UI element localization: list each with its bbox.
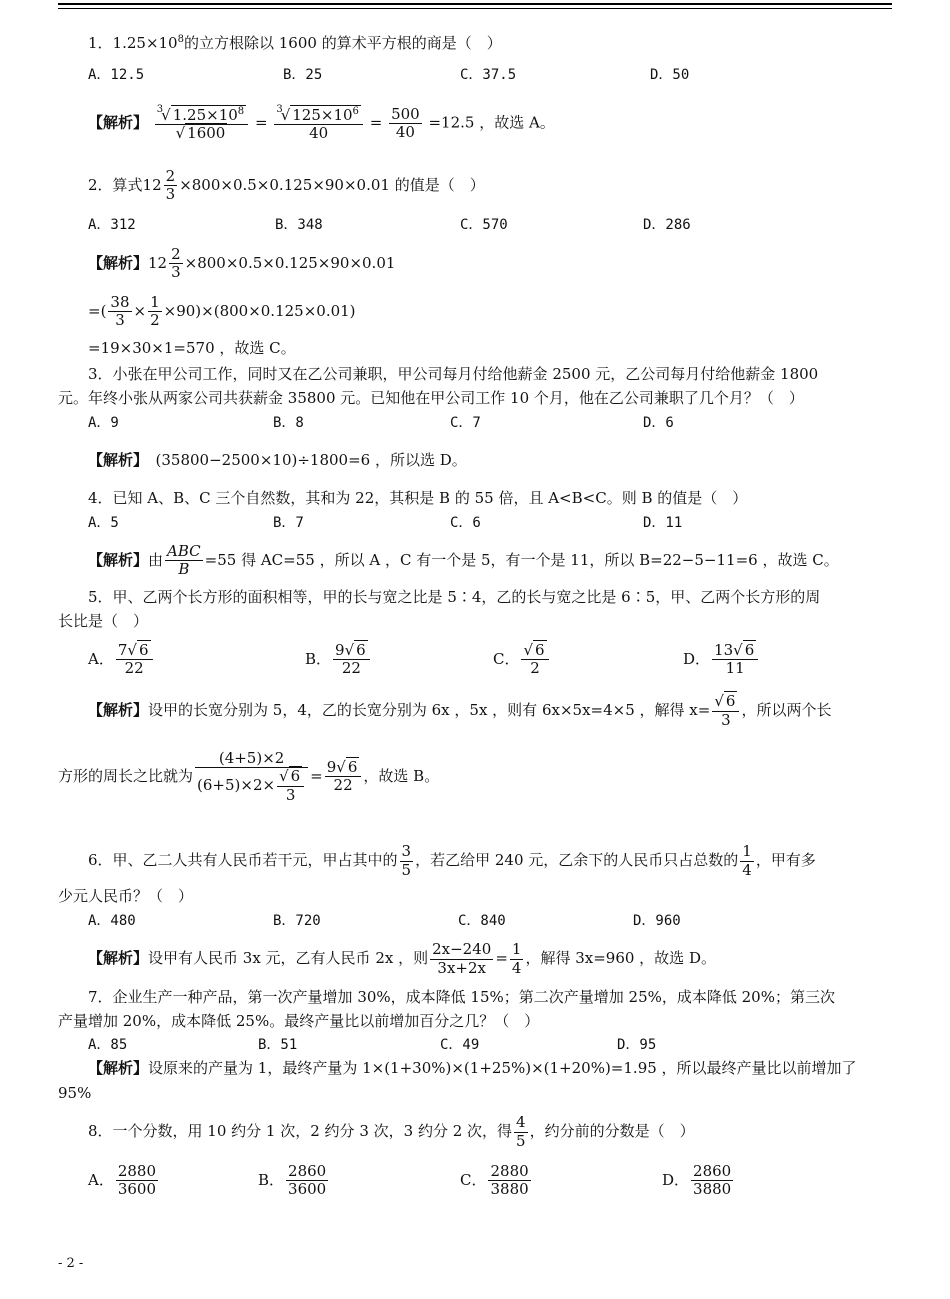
- q2-l2-frac-1: [108, 294, 131, 330]
- q1-f2-den: 40: [309, 124, 329, 143]
- q1-frac-2: $\frac{^3√ 125\times 10^6}{40}$: [274, 104, 363, 143]
- q2-l2-c: ×90)×(800×0.125×0.01): [163, 301, 356, 320]
- q7-stem-line-2: 产量增加 20%，成本降低 25%。最终产量比以前增加百分之几？（ ）: [58, 1012, 540, 1030]
- header-rule-thick: [58, 3, 892, 5]
- q1-analysis-tail: =12.5 ，故选 A。: [428, 113, 555, 132]
- q1-f2-exp: 6: [352, 106, 359, 117]
- q2-l2-f2-den: 2: [150, 311, 160, 330]
- q7-option-a: A．85: [88, 1037, 128, 1053]
- q2-option-a: A．312: [88, 217, 136, 233]
- q5-option-a: A． $\frac{7√ 6}{22}$: [88, 642, 155, 678]
- q6-stem-line-2: 少元人民币？（ ）: [58, 887, 194, 905]
- q8-stem: [88, 1113, 695, 1150]
- q1-cube-index-1: 3: [156, 104, 164, 115]
- q2-analysis-line-2: [88, 294, 356, 330]
- q2-mixed-num: 2: [165, 167, 176, 185]
- q1-option-a: A．12.5: [88, 67, 145, 83]
- q4-frac-num: ABC: [167, 542, 201, 560]
- q6-analysis-frac-1: $\frac{2x-240}{3x+2x}$: [432, 940, 492, 977]
- q1-stem-b: 的立方根除以 1600 的算术平方根的商是（ ）: [183, 34, 502, 52]
- q1-f2-num: 125×10: [292, 106, 353, 124]
- q3-analysis: [88, 450, 467, 470]
- q1-frac-1: $\frac{^3√ 1.25\times 10^8}{√ 1600}$: [155, 104, 248, 143]
- q2-mixed-den: 3: [165, 185, 176, 204]
- header-rule-thin: [58, 8, 892, 9]
- q6-analysis-s3: ，解得 3x=960 ，故选 D。: [525, 949, 716, 967]
- q4-option-b: B．7: [273, 515, 304, 531]
- q1-analysis: [88, 104, 555, 143]
- q5-stem-line-2: 长比是（ ）: [58, 612, 149, 630]
- q6-option-a: A．480: [88, 913, 136, 929]
- q8-stem-a: 8．一个分数，用 10 约分 1 次，2 约分 3 次，3 约分 2 次，得: [88, 1122, 513, 1140]
- q5-analysis-a: 设甲的长宽分别为 5，4，乙的长宽分别为 6x ，5x ，则有 6x×5x=4×5 ，解得 x=: [148, 701, 711, 719]
- q2-l2-frac-2: [148, 294, 162, 330]
- q4-stem: 4．已知 A、B、C 三个自然数，其和为 22，其积是 B 的 55 倍，且 A<B<C。则 B 的值是（ ）: [88, 489, 748, 507]
- q6-frac-1: $\frac{3}{5}$: [401, 842, 412, 879]
- q3-option-b: B．8: [273, 415, 304, 431]
- q1-f1-exp: 8: [237, 106, 245, 117]
- q7-option-d: D．95: [617, 1037, 657, 1053]
- q1-option-c: C．37.5: [460, 67, 517, 83]
- q2-a-whole: 12: [148, 253, 168, 272]
- q2-l2-f1-den: 3: [115, 311, 125, 330]
- q1-eq-1: =: [254, 113, 268, 132]
- q1-frac-3: [389, 106, 422, 142]
- q1-f3-den: 40: [395, 122, 415, 141]
- q6-analysis-s2: =: [495, 949, 508, 967]
- q5-analysis-line-1: [88, 692, 831, 729]
- q2-analysis-line-3: =19×30×1=570 ，故选 C。: [88, 339, 296, 357]
- q1-analysis-label: 【解析】: [88, 113, 149, 132]
- q5-big-frac: (4+5)×2 (6+5)×2× $\frac{√ 6}{3}$: [195, 750, 308, 804]
- q3-analysis-label: 【解析】: [88, 451, 141, 469]
- q8-option-a: A． $\frac{2880}{3600}$: [88, 1162, 157, 1199]
- q3-stem-line-1: 3．小张在甲公司工作，同时又在乙公司兼职，甲公司每月付给他薪金 2500 元，乙公司每月付给他薪金 1800: [88, 365, 819, 383]
- q2-a-den: 3: [171, 263, 181, 282]
- q2-analysis-line-1: [88, 246, 395, 282]
- q2-option-c: C．570: [460, 217, 508, 233]
- q7-stem-line-1: 7．企业生产一种产品，第一次产量增加 30%，成本降低 15%；第二次产量增加 25%，成本降低 20%；第三次: [88, 988, 835, 1006]
- page-number: - 2 -: [58, 1256, 84, 1271]
- q4-option-c: C．6: [450, 515, 481, 531]
- q1-f3-num: 500: [391, 104, 420, 123]
- q6-option-c: C．840: [458, 913, 506, 929]
- q4-analysis: [88, 543, 839, 579]
- q2-a-num: 2: [171, 245, 181, 263]
- q6-stem-line-1: [88, 843, 816, 879]
- q7-analysis-label: 【解析】: [88, 1059, 149, 1077]
- q6-analysis-label: 【解析】: [88, 949, 149, 967]
- q4-frac: [165, 543, 203, 579]
- q4-analysis-b: =55 得 AC=55 ，所以 A ，C 有一个是 5，有一个是 11，所以 B=22−5−11=6 ，故选 C。: [204, 550, 839, 569]
- q5-x-frac: $\frac{√ 6}{3}$: [712, 693, 739, 729]
- q2-option-d: D．286: [643, 217, 691, 233]
- q5-big-num: (4+5)×2: [195, 750, 308, 768]
- q7-option-b: B．51: [258, 1037, 298, 1053]
- q7-option-c: C．49: [440, 1037, 480, 1053]
- q2-a-frac: [169, 246, 183, 282]
- q3-analysis-text: (35800−2500×10)÷1800=6 ，所以选 D。: [140, 451, 467, 469]
- q1-stem-exp: 8: [177, 34, 184, 45]
- q8-option-b: B． $\frac{2860}{3600}$: [258, 1162, 327, 1199]
- q5-option-d: D． $\frac{13√ 6}{11}$: [683, 642, 760, 678]
- q5-result-frac: $\frac{9√ 6}{22}$: [325, 759, 362, 795]
- q4-option-d: D．11: [643, 515, 683, 531]
- q7-analysis-text: 设原来的产量为 1，最终产量为 1×(1+30%)×(1+25%)×(1+20%)=1.95 ，所以最终产量比以前增加了: [148, 1059, 857, 1077]
- q6-stem-a: 6．甲、乙二人共有人民币若干元，甲占其中的: [88, 851, 398, 869]
- q6-stem-c: ，甲有多: [755, 851, 816, 869]
- q2-l2-f1-num: 38: [110, 293, 130, 311]
- q2-l2-a: =(: [88, 301, 107, 320]
- q1-option-d: D．50: [650, 67, 690, 83]
- q3-option-a: A．9: [88, 415, 119, 431]
- q6-frac-2: $\frac{1}{4}$: [742, 842, 752, 879]
- q1-f1-den: 1600: [187, 124, 226, 143]
- q3-option-c: C．7: [450, 415, 481, 431]
- q2-l2-b: ×: [133, 301, 147, 320]
- q2-mixed-frac: [164, 168, 178, 204]
- q2-option-b: B．348: [275, 217, 323, 233]
- q7-analysis: [88, 1058, 857, 1078]
- q5-analysis-b: ，所以两个长: [741, 701, 832, 719]
- q8-option-d: D． $\frac{2860}{3880}$: [662, 1162, 732, 1199]
- q2-stem-b: ×800×0.5×0.125×90×0.01 的值是（ ）: [179, 175, 485, 194]
- q2-l2-f2-num: 1: [150, 293, 160, 311]
- q4-frac-den: B: [178, 560, 190, 579]
- q3-option-d: D．6: [643, 415, 674, 431]
- q2-analysis-label: 【解析】: [88, 253, 149, 272]
- q7-analysis-line-2: 95%: [58, 1084, 92, 1102]
- q3-stem-line-2: 元。年终小张从两家公司共获薪金 35800 元。已知他在甲公司工作 10 个月，他在乙公司兼职了几个月？（ ）: [58, 389, 804, 407]
- q6-analysis-frac-2: $\frac{1}{4}$: [511, 940, 522, 977]
- q5-option-c: C． $\frac{√ 6}{2}$: [493, 642, 551, 678]
- q6-analysis: [88, 940, 716, 977]
- q2-a-rest: ×800×0.5×0.125×90×0.01: [184, 253, 396, 272]
- q8-option-c: C． $\frac{2880}{3880}$: [460, 1162, 529, 1199]
- q1-stem: [88, 30, 502, 53]
- q1-f1-num: 1.25×10: [172, 106, 238, 124]
- q6-analysis-s1: 设甲有人民币 3x 元，乙有人民币 2x ，则: [148, 949, 429, 967]
- q2-stem-a: 2．算式: [88, 175, 143, 194]
- q1-stem-a: 1．1.25×10: [88, 34, 178, 52]
- q6-stem-b: ，若乙给甲 240 元，乙余下的人民币只占总数的: [415, 851, 739, 869]
- q4-option-a: A．5: [88, 515, 119, 531]
- q4-analysis-label: 【解析】: [88, 550, 149, 569]
- q1-option-b: B．25: [283, 67, 323, 83]
- q8-frac: $\frac{4}{5}$: [516, 1113, 526, 1150]
- q4-analysis-a: 由: [148, 550, 164, 569]
- q5-analysis-label: 【解析】: [88, 701, 149, 719]
- q5-option-b: B． $\frac{9√ 6}{22}$: [305, 642, 372, 678]
- q5-eq: =: [310, 766, 323, 785]
- q5-analysis-tail: ，故选 B。: [363, 766, 440, 785]
- q5-analysis-line-2: [58, 750, 439, 804]
- q1-eq-2: =: [369, 113, 383, 132]
- q8-stem-b: ，约分前的分数是（ ）: [529, 1122, 695, 1140]
- q5-analysis-c: 方形的周长之比就为: [58, 766, 194, 785]
- q2-mixed-whole: 12: [142, 175, 162, 194]
- q6-option-b: B．720: [273, 913, 321, 929]
- q2-stem: [88, 168, 485, 204]
- q6-option-d: D．960: [633, 913, 681, 929]
- q5-stem-line-1: 5．甲、乙两个长方形的面积相等，甲的长与宽之比是 5∶4，乙的长与宽之比是 6∶5，甲、乙两个长方形的周: [88, 588, 821, 606]
